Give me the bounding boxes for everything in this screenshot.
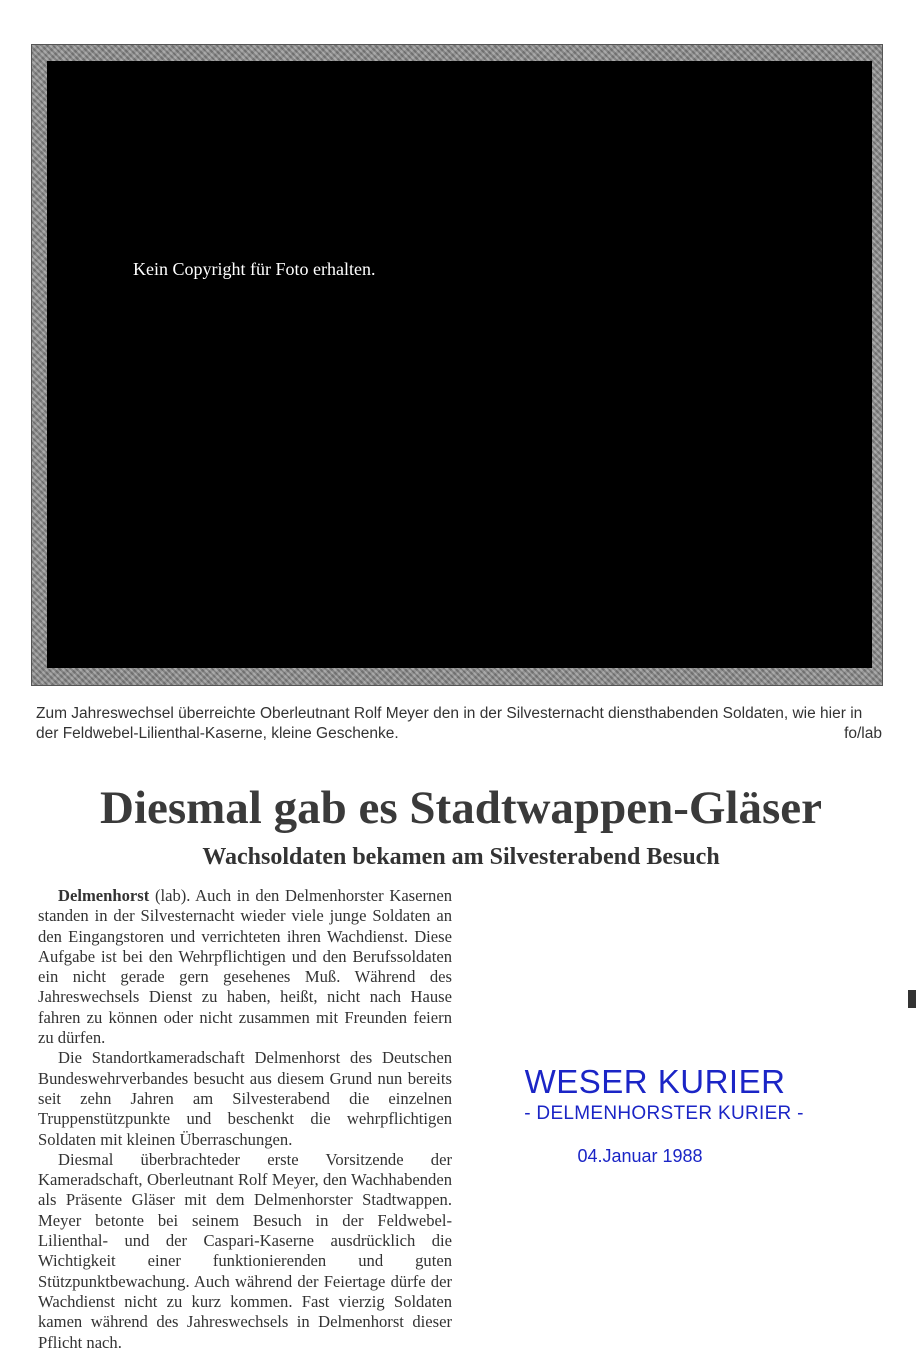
redacted-photo	[47, 61, 872, 668]
caption-credit: fo/lab	[844, 725, 882, 742]
dateline: Delmenhorst	[58, 886, 150, 905]
photo-caption	[36, 704, 882, 744]
scan-edge-mark	[908, 990, 916, 1008]
article-paragraph-3: Diesmal überbrachteder erste Vorsitzende der Kameradschaft, Oberleutnant Rolf Meyer, den Wachhabenden als Präsente Gläser mit dem Delmenhorster Stadtwappen. Meyer betonte bei seinem Besuch in der Feldwebel-Lilienthal- und der Caspari-Kaserne ausdrücklich die Wichtigkeit einer funktionierenden und guten Stützpunktbewachung. Auch während der Feiertage dürfe der Wachdienst nicht zu kurz kommen. Fast vierzig Soldaten kamen während des Jahreswechsels in Delmenhorst dieser Pflicht nach.	[38, 1149, 452, 1352]
caption-text: Zum Jahreswechsel überreichte Oberleutnant Rolf Meyer den in der Silvesternacht diensthabenden Soldaten, wie hier in der Feldwebel-Lilienthal-Kaserne, kleine Geschenke.	[36, 705, 863, 742]
article-headline: Diesmal gab es Stadtwappen-Gläser	[100, 782, 822, 834]
article-paragraph-1	[38, 886, 452, 1048]
article-paragraph-2: Die Standortkameradschaft Delmenhorst des Deutschen Bundeswehrverbandes besucht aus diesem Grund nun bereits seit zehn Jahren am Silvesterabend die einzelnen Truppenstützpunkte und beschenkt die wehrpflichtigen Soldaten mit kleinen Überraschungen.	[38, 1048, 452, 1149]
newspaper-title: WESER KURIER	[524, 1063, 786, 1100]
photo-copyright-notice: Kein Copyright für Foto erhalten.	[133, 259, 376, 279]
publication-date: 04.Januar 1988	[577, 1146, 703, 1166]
article-column-left	[38, 886, 452, 1353]
paragraph-1-text: (lab). Auch in den Delmenhorster Kasernen standen in der Silvesternacht wieder viele junge Soldaten an den Eingangstoren und verrichteten ihren Wachdienst. Diese Aufgabe ist bei den Wehrpflichtigen und den Berufssoldaten ein nicht gerade gern gesehenes Muß. Während des Jahreswechsels Dienst zu haben, heißt, nicht nach Hause fahren zu können oder nicht zusammen mit Freunden feiern zu dürfen.	[38, 886, 452, 1048]
article-subheadline: Wachsoldaten bekamen am Silvesterabend Besuch	[202, 844, 720, 870]
newspaper-subtitle: - DELMENHORSTER KURIER -	[524, 1103, 804, 1124]
newspaper-source	[500, 1062, 810, 1167]
